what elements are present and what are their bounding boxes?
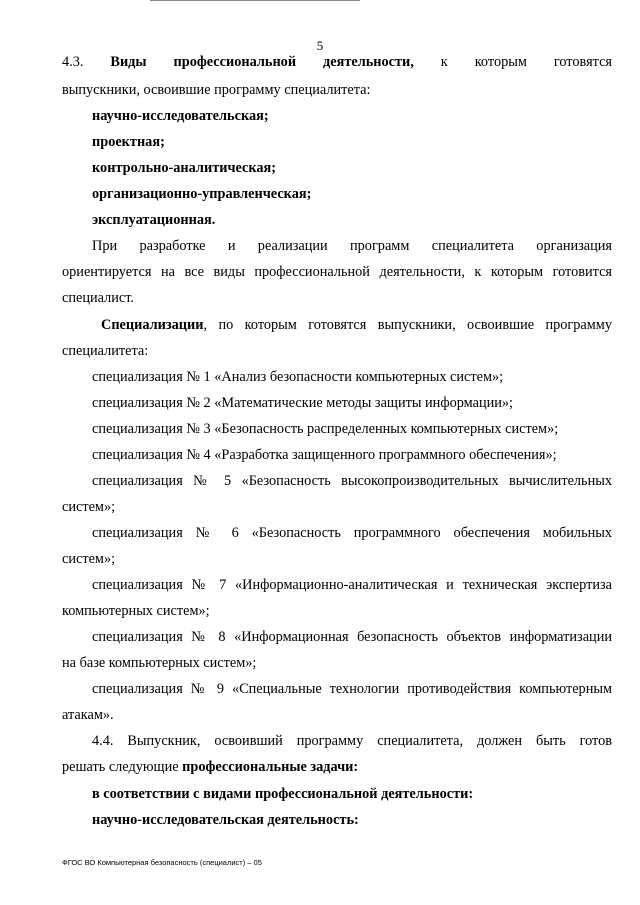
activity-item: организационно-управленческая; [92, 186, 312, 202]
tasks-bold: профессиональные задачи: [182, 759, 359, 775]
tasks-lead: решать следующие [62, 759, 183, 775]
paragraph-line: специалист. [62, 290, 134, 306]
section-4-3-line2: выпускники, освоившие программу специалитета: [62, 82, 371, 98]
specialization-item-cont: систем»; [62, 551, 116, 567]
section-title-rest: к которым готовятся [413, 54, 612, 70]
activity-item: эксплуатационная. [92, 212, 216, 228]
specialization-item: специализация № 8 «Информационная безопасность объектов информатизации [92, 629, 612, 645]
specialization-item: специализация № 3 «Безопасность распределенных компьютерных систем»; [92, 421, 559, 437]
specialization-item-cont: на базе компьютерных систем»; [62, 655, 257, 671]
specialization-item-cont: систем»; [62, 499, 116, 515]
scan-edge-line [150, 0, 360, 1]
specializations-bold: Специализации [101, 317, 204, 333]
paragraph-line: При разработке и реализации программ специалитета организация [92, 238, 612, 254]
section-4-4-line3: в соответствии с видами профессиональной деятельности: [92, 786, 474, 802]
section-4-4-line4: научно-исследовательская деятельность: [92, 812, 359, 828]
specialization-item: специализация № 4 «Разработка защищенного программного обеспечения»; [92, 447, 557, 463]
section-4-3-heading [62, 52, 612, 72]
section-4-4-line2 [62, 757, 612, 777]
page-number: 5 [316, 38, 324, 53]
specialization-item: специализация № 9 «Специальные технологии противодействия компьютерным [92, 681, 612, 697]
specialization-item-cont: атакам». [62, 707, 114, 723]
section-bold-title: Виды профессиональной деятельности, [110, 54, 414, 70]
specializations-line2: специалитета: [62, 343, 149, 359]
specialization-item: специализация № 6 «Безопасность программного обеспечения мобильных [92, 525, 612, 541]
specializations-rest: , по которым готовятся выпускники, освоившие программу [203, 317, 612, 333]
specializations-heading [101, 315, 612, 335]
section-4-4-heading: 4.4. Выпускник, освоивший программу специалитета, должен быть готов [92, 733, 612, 749]
specialization-item: специализация № 1 «Анализ безопасности компьютерных систем»; [92, 369, 504, 385]
paragraph-line: ориентируется на все виды профессиональной деятельности, к которым готовится [62, 264, 612, 280]
activity-item: проектная; [92, 134, 165, 150]
specialization-item: специализация № 5 «Безопасность высокопроизводительных вычислительных [92, 473, 612, 489]
specialization-item: специализация № 2 «Математические методы защиты информации»; [92, 395, 514, 411]
specialization-item-cont: компьютерных систем»; [62, 603, 210, 619]
specialization-item: специализация № 7 «Информационно-аналитическая и техническая экспертиза [92, 577, 612, 593]
page-footer: ФГОС ВО Компьютерная безопасность (специалист) – 05 [62, 858, 262, 867]
section-number: 4.3. [62, 54, 111, 70]
activity-item: научно-исследовательская; [92, 108, 269, 124]
activity-item: контрольно-аналитическая; [92, 160, 277, 176]
